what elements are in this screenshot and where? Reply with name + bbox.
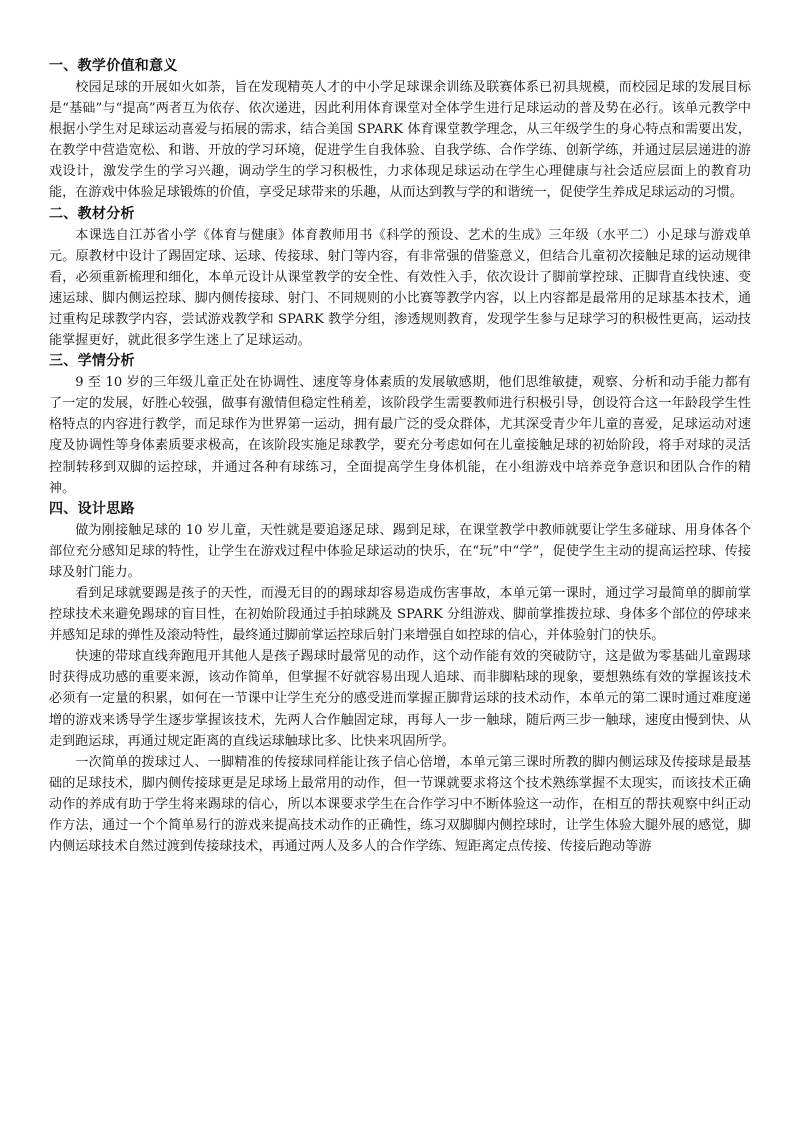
- section-heading: 一、教学价值和意义: [49, 58, 178, 74]
- section-student-analysis: [49, 351, 751, 499]
- paragraph: 看到足球就要踢是孩子的天性，而漫无目的的踢球却容易造成伤害事故，本单元第一课时，通过学习最简单的脚前掌控球技术来避免踢球的盲目性，在初始阶段通过手拍球跳及 SPARK 分组游戏、脚前掌推拨拉球、身体多个部位的停球来并感知足球的弹性及滚动特性，最终通过脚前掌运控球后射门来增强自如控球的信心，并体验射门的快乐。: [49, 585, 751, 644]
- section-teaching-value: [49, 56, 751, 204]
- section-heading: 三、学情分析: [49, 353, 135, 370]
- section-heading: 二、教材分析: [49, 205, 135, 222]
- paragraph: 做为刚接触足球的 10 岁儿童，天性就是要追逐足球、踢到足球，在课堂教学中教师就要让学生多碰球、用身体各个部位充分感知足球的特性，让学生在游戏过程中体验足球运动的快乐，在“玩”中“学”，促使学生主动的提高运控球、传接球及射门能力。: [49, 522, 751, 580]
- paragraph: 校园足球的开展如火如荼，旨在发现精英人才的中小学足球课余训练及联赛体系已初具规模，而校园足球的发展目标是“基础”与“提高”两者互为依存、依次递进，因此利用体育课堂对全体学生进行足球运动的普及势在必行。该单元教学中根据小学生对足球运动喜爱与拓展的需求，结合美国 SPARK 体育课堂教学理念，从三年级学生的身心特点和需要出发，在教学中营造宽松、和谐、开放的学习环境，促进学生自我体验、自我学练、合作学练、创新学练，并通过层层递进的游戏设计，激发学生的学习兴趣，调动学生的学习积极性，力求体现足球运动在学生心理健康与社会适应层面上的教育功能，在游戏中体验足球锻炼的价值，享受足球带来的乐趣，从而达到教与学的和谐统一，促使学生养成足球运动的习惯。: [49, 80, 751, 201]
- paragraph: 9 至 10 岁的三年级儿童正处在协调性、速度等身体素质的发展敏感期，他们思维敏捷，观察、分析和动手能力都有了一定的发展，好胜心较强，做事有激情但稳定性稍差，该阶段学生需要教师进行积极引导，创设符合这一年龄段学生性格特点的内容进行教学，而足球作为世界第一运动，拥有最广泛的受众群体，尤其深受青少年儿童的喜爱，足球运动对速度及协调性等身体素质要求极高，在该阶段实施足球教学，要充分考虑如何在儿童接触足球的初始阶段，将手对球的灵活控制转移到双脚的运控球，并通过各种有球练习，全面提高学生身体机能，在小组游戏中培养竞争意识和团队合作的精神。: [49, 375, 751, 496]
- document-page: [49, 56, 751, 857]
- section-heading: 四、设计思路: [49, 500, 135, 517]
- paragraph: 快速的带球直线奔跑甩开其他人是孩子踢球时最常见的动作，这个动作能有效的突破防守，这是做为零基础儿童踢球时获得成功感的重要来源，该动作简单，但掌握不好就容易出现人追球、而非脚粘球的现象，要想熟练有效的掌握该技术必须有一定量的积累，如何在一节课中让学生充分的感受进而掌握正脚背运球的技术动作，本单元的第二课时通过难度递增的游戏来诱导学生逐步掌握该技术，先两人合作触固定球，再每人一步一触球，随后两三步一触球，速度由慢到快、从走到跑运球，再通过规定距离的直线运球触球比多、比快来巩固所学。: [49, 649, 751, 749]
- paragraph: 一次简单的拨球过人、一脚精准的传接球同样能让孩子信心倍增，本单元第三课时所教的脚内侧运球及传接球是最基础的足球技术，脚内侧传接球更是足球场上最常用的动作，但一节课就要求将这个技术熟练掌握不太现实，而该技术正确动作的养成有助于学生将来踢球的信心，所以本课要求学生在合作学习中不断体验这一动作，在相互的帮扶观察中纠正动作方法，通过一个个简单易行的游戏来提高技术动作的正确性，练习双脚脚内侧控球时，让学生体验大腿外展的感觉，脚内侧运球技术自然过渡到传接球技术，再通过两人及多人的合作学练、短距离定点传接、传接后跑动等游: [49, 754, 751, 855]
- section-textbook-analysis: [49, 204, 751, 352]
- paragraph: 本课选自江苏省小学《体育与健康》体育教师用书《科学的预设、艺术的生成》三年级（水平二）小足球与游戏单元。原教材中设计了踢固定球、运球、传接球、射门等内容，有非常强的借鉴意义，但结合儿童初次接触足球的运动规律看，必须重新梳理和细化，本单元设计从课堂教学的安全性、有效性入手，依次设计了脚前掌控球、正脚背直线快速、变速运球、脚内侧运控球、脚内侧传接球、射门、不同规则的小比赛等教学内容，以上内容都是最常用的足球基本技术，通过重构足球教学内容，尝试游戏教学和 SPARK 教学分组，渗透规则教育，发现学生参与足球学习的积极性更高，运动技能掌握更好，就此很多学生迷上了足球运动。: [49, 227, 751, 349]
- section-design-ideas: [49, 499, 751, 858]
